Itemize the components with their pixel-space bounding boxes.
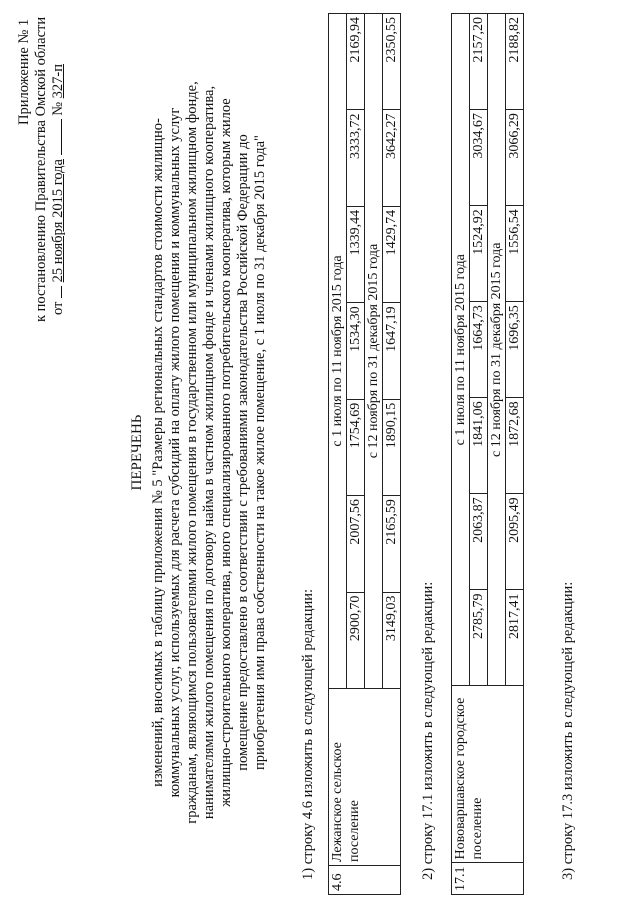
intro-line: гражданам, являющимся пользователями жилого помещения в государственном или муниципальном жилищном фонде,	[184, 81, 200, 824]
period-label: с 12 ноября по 31 декабря 2015 года	[365, 14, 383, 689]
value-cell: 1647,19	[383, 303, 401, 399]
value-cell: 2350,55	[383, 14, 401, 110]
value-cell: 3066,29	[506, 110, 524, 206]
date-prefix: от	[50, 301, 66, 315]
appendix-label: Приложение № 1	[16, 18, 32, 125]
table-row-4-6	[328, 13, 401, 895]
instruction-item-3: 3) строку 17.3 изложить в следующей редакции:	[560, 581, 576, 880]
decree-number: 327-п	[50, 63, 66, 99]
value-cell: 3642,27	[383, 110, 401, 206]
document-title: ПЕРЕЧЕНЬ	[129, 414, 145, 491]
value-cell: 1524,92	[470, 206, 488, 302]
value-cell: 2188,82	[506, 14, 524, 110]
value-cell: 1534,30	[347, 303, 365, 399]
intro-paragraph	[150, 0, 269, 905]
value-cell: 2169,94	[347, 14, 365, 110]
value-cell: 2095,49	[506, 494, 524, 590]
instruction-item-1: 1) строку 4.6 изложить в следующей редакции:	[300, 588, 316, 880]
instruction-item-2: 2) строку 17.1 изложить в следующей редакции:	[420, 581, 436, 880]
period-label: с 12 ноября по 31 декабря 2015 года	[488, 14, 506, 687]
intro-line: коммунальных услуг, используемых для расчета субсидий на оплату жилого помещения и коммунальных услуг	[167, 107, 183, 798]
value-cell: 2817,41	[506, 590, 524, 686]
intro-line: нанимателями жилого помещения по договору найма в частном жилищном фонде и членами жилищного кооператива,	[201, 85, 217, 820]
settlement-name: Лежанское сельское поселение	[329, 689, 401, 866]
row-code: 17.1	[452, 863, 524, 895]
value-cell: 2157,20	[470, 14, 488, 110]
value-cell: 2007,56	[347, 496, 365, 592]
settlement-name: Нововаршавское городское поселение	[452, 686, 524, 863]
intro-line: жилищно-строительного кооператива, иного специализированного потребительского кооператива, которым жилое	[218, 98, 234, 807]
row-code: 4.6	[329, 866, 401, 895]
value-cell: 3333,72	[347, 110, 365, 206]
decree-reference: к постановлению Правительства Омской области	[33, 16, 49, 322]
value-cell: 2900,70	[347, 592, 365, 688]
number-prefix: №	[50, 101, 66, 116]
value-cell: 1429,74	[383, 206, 401, 302]
value-cell: 1696,35	[506, 302, 524, 398]
value-cell: 1841,06	[470, 398, 488, 494]
value-cell: 1872,68	[506, 398, 524, 494]
value-cell: 2785,79	[470, 590, 488, 686]
value-cell: 3149,03	[383, 592, 401, 688]
period-label: с 1 июля по 11 ноября 2015 года	[452, 14, 470, 687]
period-label: с 1 июля по 11 ноября 2015 года	[329, 14, 347, 689]
intro-line: приобретения ими права собственности на такое жилое помещение, с 1 июля по 31 декабря 2015 года"	[252, 135, 268, 770]
value-cell: 1754,69	[347, 399, 365, 495]
intro-line: помещение предоставлено в соответствии с требованиями законодательства Российской Федерации до	[235, 134, 251, 771]
value-cell: 1664,73	[470, 302, 488, 398]
value-cell: 3034,67	[470, 110, 488, 206]
value-cell: 2063,87	[470, 494, 488, 590]
decree-date: 25 ноября 2015 года	[50, 159, 66, 283]
table-row-17-1	[451, 13, 524, 895]
value-cell: 1339,44	[347, 206, 365, 302]
value-cell: 1556,54	[506, 206, 524, 302]
value-cell: 1890,15	[383, 399, 401, 495]
decree-date-line	[50, 64, 67, 315]
intro-line: изменений, вносимых в таблицу приложения № 5 "Размеры региональных стандартов стоимости жилищно-	[150, 118, 166, 787]
value-cell: 2165,59	[383, 496, 401, 592]
